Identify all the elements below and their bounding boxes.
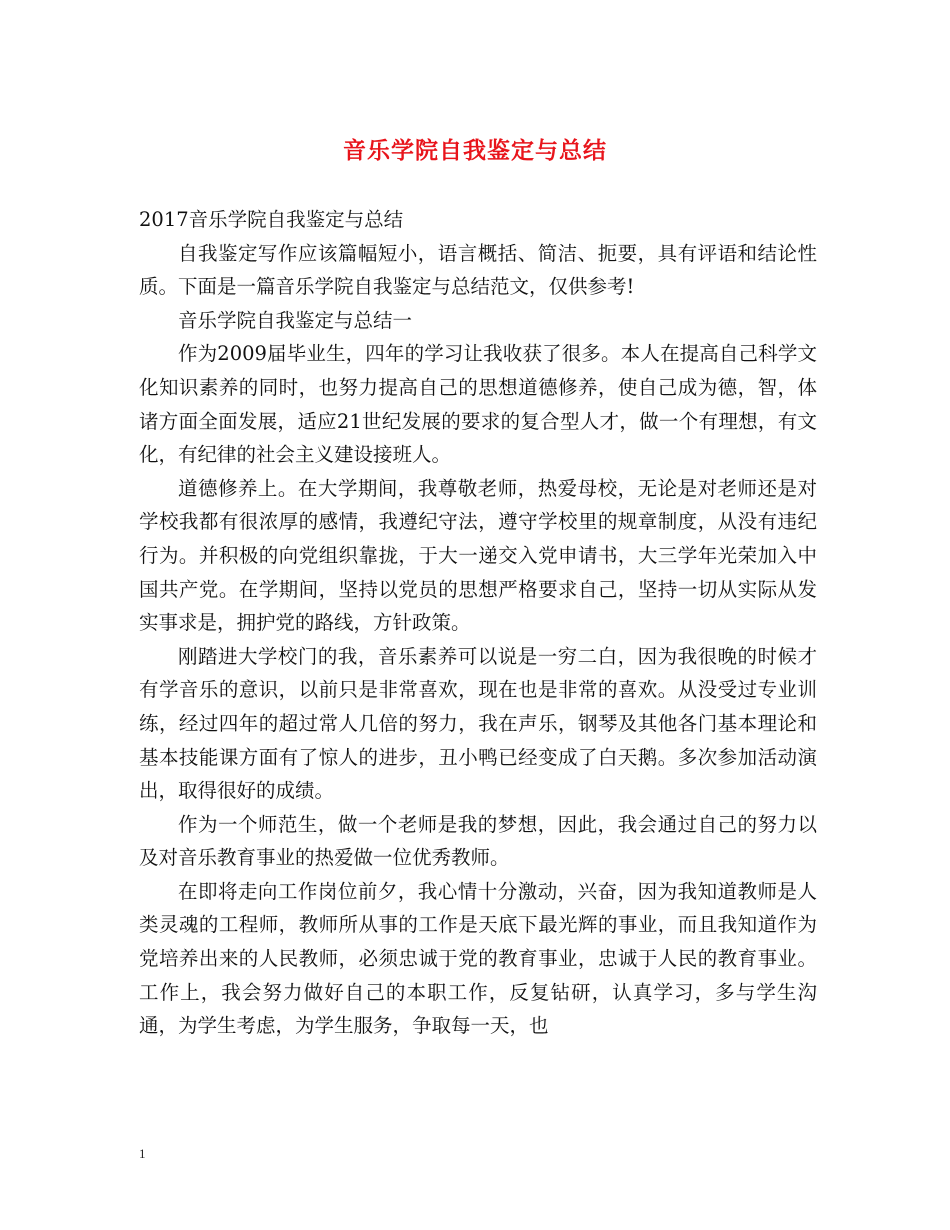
paragraph-intro: 自我鉴定写作应该篇幅短小，语言概括、简洁、扼要，具有评语和结论性质。下面是一篇音乐学院自我鉴定与总结范文，仅供参考!	[139, 241, 817, 299]
paragraph: 作为2009届毕业生，四年的学习让我收获了很多。本人在提高自己科学文化知识素养的同时，也努力提高自己的思想道德修养，使自己成为德，智，体诸方面全面发展，适应21世纪发展的要求的复合型人才，做一个有理想，有文化，有纪律的社会主义建设接班人。	[139, 342, 817, 467]
paragraph-section-heading: 音乐学院自我鉴定与总结一	[178, 308, 413, 332]
paragraph: 在即将走向工作岗位前夕，我心情十分激动，兴奋，因为我知道教师是人类灵魂的工程师，教师所从事的工作是天底下最光辉的事业，而且我知道作为党培养出来的人民教师，必须忠诚于党的教育事业，忠诚于人民的教育事业。工作上，我会努力做好自己的本职工作，反复钻研，认真学习，多与学生沟通，为学生考虑，为学生服务，争取每一天，也	[139, 879, 817, 1038]
page-number: 1	[139, 1146, 146, 1161]
document-title: 音乐学院自我鉴定与总结	[343, 137, 607, 164]
paragraph: 道德修养上。在大学期间，我尊敬老师，热爱母校，无论是对老师还是对学校我都有很浓厚的感情，我遵纪守法，遵守学校里的规章制度，从没有违纪行为。并积极的向党组织靠拢，于大一递交入党申请书，大三学年光荣加入中国共产党。在学期间，坚持以党员的思想严格要求自己，坚持一切从实际从发实事求是，拥护党的路线，方针政策。	[139, 476, 817, 635]
paragraph: 刚踏进大学校门的我，音乐素养可以说是一穷二白，因为我很晚的时候才有学音乐的意识，以前只是非常喜欢，现在也是非常的喜欢。从没受过专业训练，经过四年的超过常人几倍的努力，我在声乐，钢琴及其他各门基本理论和基本技能课方面有了惊人的进步，丑小鸭已经变成了白天鹅。多次参加活动演出，取得很好的成绩。	[139, 644, 817, 803]
paragraph-subtitle: 2017音乐学院自我鉴定与总结	[139, 208, 404, 231]
paragraph: 作为一个师范生，做一个老师是我的梦想，因此，我会通过自己的努力以及对音乐教育事业的热爱做一位优秀教师。	[139, 812, 817, 870]
document-body	[139, 203, 817, 1043]
